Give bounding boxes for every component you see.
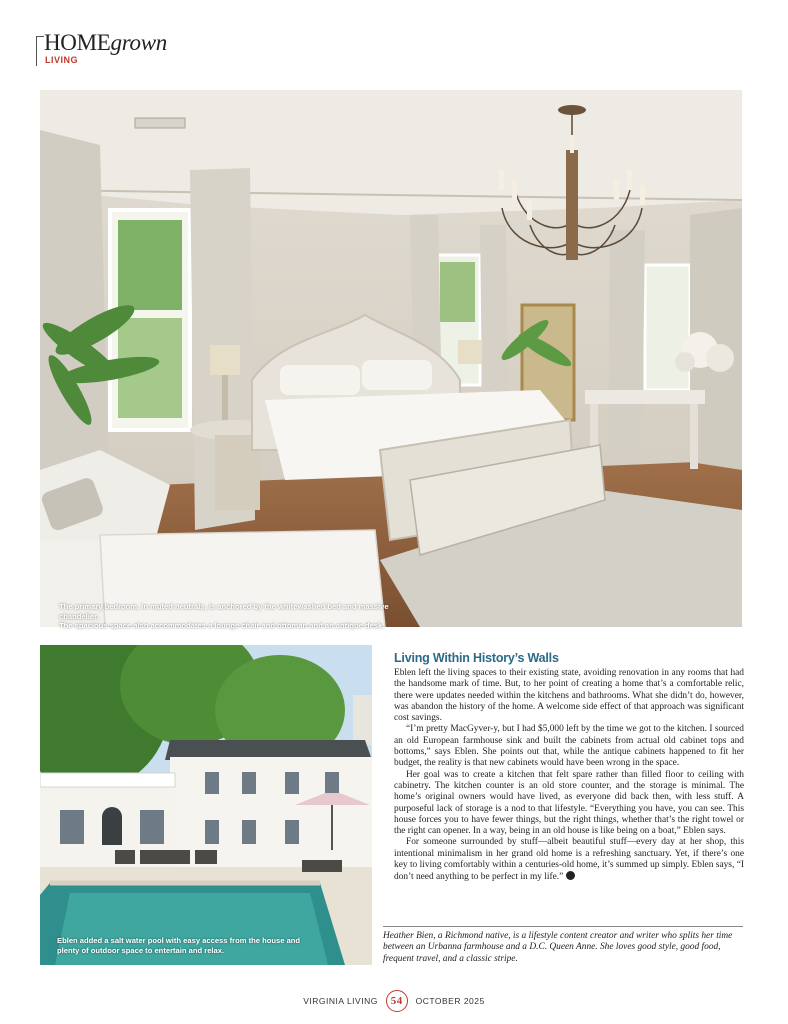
article-paragraph-1: Eblen left the living spaces to their existing state, avoiding renovation in any rooms that had the handsome mark of time. But, to her point of creating a home that’s a comfortable relic, there were updates needed within the kitchens and bathrooms. What she didn’t do, however, was abandon the history of the home. A welcome side effect of that approach was significant cost savings. (394, 668, 744, 724)
article-paragraph-4-text: For someone surrounded by stuff—albeit beautiful stuff—every day at her shop, this intentional minimalism in her grand old home is a refreshing sanctuary. Yet, if there’s one key to living comfortably within a centuries-old home, it’s summed up simply. Eblen says, “I don’t need anything to be perfect in my life.” (394, 837, 744, 883)
author-bio: Heather Bien, a Richmond native, is a lifestyle content creator and writer who splits her time between an Urbanna farmhouse and a D.C. Queen Anne. She loves good style, good food, frequent travel, and a classic stripe. (383, 931, 733, 964)
article-heading: Living Within History’s Walls (394, 651, 559, 665)
section-subtitle: LIVING (45, 55, 79, 65)
page-number: 54 (386, 990, 408, 1012)
pool-caption-line-1: Eblen added a salt water pool with easy access from the house and (57, 936, 301, 945)
article-paragraph-3: Her goal was to create a kitchen that felt spare rather than filled floor to ceiling with cabinetry. The kitchen counter is an old store counter, and the storage is minimal. The home’s original owners would have lived, as everyone did back then, with less stuff. A purposeful lack of storage is a nod to that lifestyle. “Everything you have, you can see. This house forces you to have fewer things, but the right things, whether that’s the right towel or the right can opener. In a way, being in an old house is like being on a boat,” Eblen says. (394, 769, 744, 837)
bio-divider (383, 926, 743, 927)
header-rule (36, 36, 37, 66)
pool-caption-line-2: plenty of outdoor space to entertain and relax. (57, 945, 225, 955)
footer-magazine: VIRGINIA LIVING (303, 996, 378, 1006)
footer-issue: OCTOBER 2025 (415, 996, 485, 1006)
bedroom-caption-line-1: The primary bedroom, in muted neutrals, is anchored by the whitewashed bed and massive chandelier. (59, 602, 389, 621)
bedroom-caption-line-2: The spacious space also accommodates a lounge chair and ottoman and an antique desk. (59, 621, 385, 630)
section-title-home: HOME (44, 30, 111, 55)
header-rule-top (36, 36, 44, 37)
section-title-grown: grown (110, 30, 167, 55)
section-title (44, 30, 167, 56)
end-mark-icon (566, 871, 575, 880)
article-body (394, 651, 744, 884)
article-paragraph-2: “I’m pretty MacGyver-y, but I had $5,000 left by the time we got to the kitchen. I sourced an old European farmhouse sink and built the cabinets from actual old cabinet tops and bottoms,” says Eblen. She points out that, while the antique cabinets happened to fit her budget, the reality is that new cabinets would have been wrong in the space. (394, 724, 744, 769)
page-footer (0, 990, 788, 1012)
bedroom-photo (40, 90, 742, 627)
pool-photo (40, 645, 372, 965)
pool-photo-caption (57, 936, 307, 955)
bedroom-photo-caption (59, 602, 419, 631)
article-paragraph-4 (394, 837, 744, 883)
